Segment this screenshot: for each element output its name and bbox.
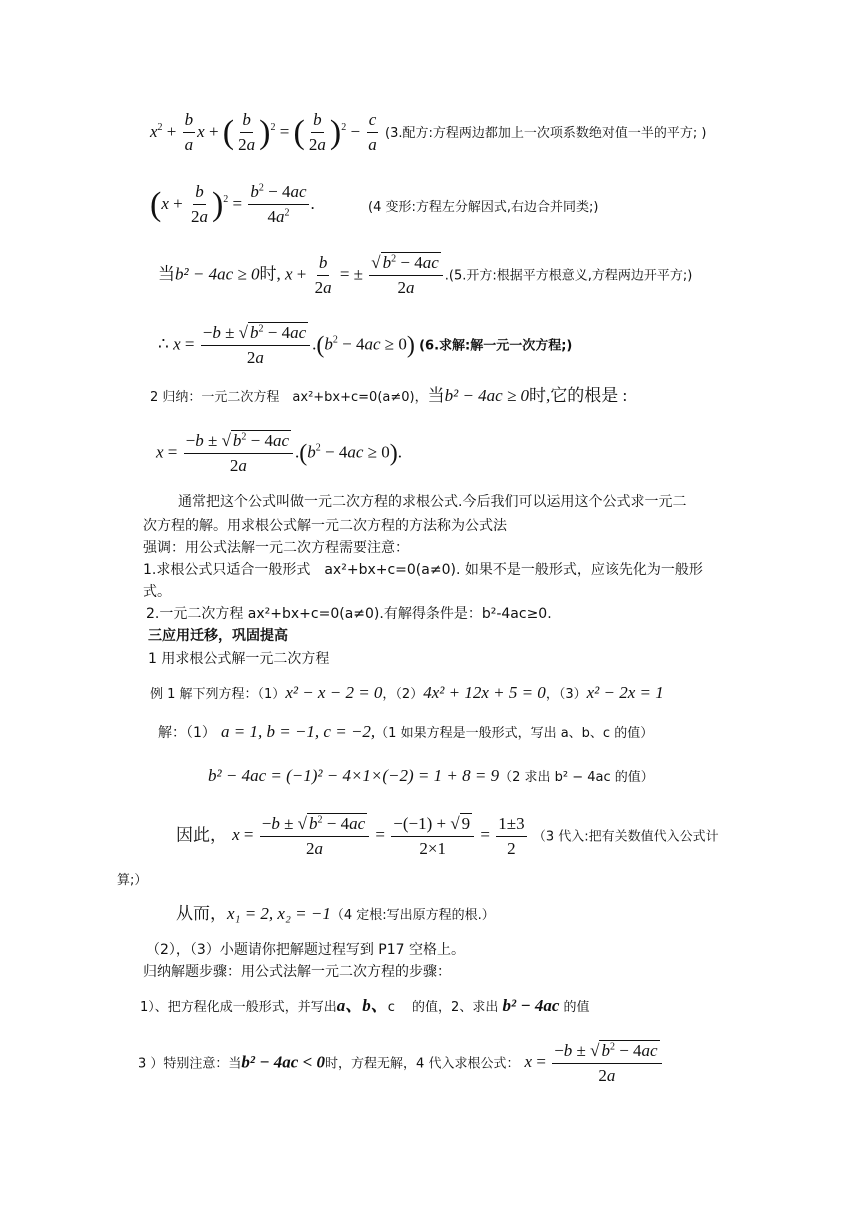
summary-label: 2 归纳：一元二次方程 ax²+bx+c=0(a≠0)，	[150, 390, 428, 405]
paragraph-line1: 通常把这个公式叫做一元二次方程的求根公式.今后我们可以运用这个公式求一元二	[178, 494, 687, 510]
summary-cond-prefix: 当	[427, 386, 445, 405]
solution-label: 解：（1）	[158, 725, 216, 741]
note1-line1: 1.求根公式只适合一般形式 ax²+bx+c=0(a≠0). 如果不是一般形式，应该先化为一般形	[143, 562, 703, 578]
step5-prefix: 当	[158, 264, 175, 284]
summary-cond-suffix: 时,它的根是 :	[529, 386, 628, 405]
summary-condition: b² − 4ac ≥ 0	[444, 386, 530, 405]
practice-line: （2），（3）小题请你把解题过程写到 P17 空格上。	[146, 942, 465, 958]
step1-text-b: a、b、	[336, 996, 388, 1015]
discriminant-line	[208, 766, 654, 786]
example-line	[150, 683, 664, 703]
step4-note: (4 变形:方程左分解因式,右边合并同类;)	[368, 200, 599, 215]
subsection-heading: 1 用求根公式解一元二次方程	[148, 651, 330, 667]
emphasis-line: 强调：用公式法解一元二次方程需要注意：	[143, 540, 409, 556]
solution-line	[158, 722, 653, 742]
note1-line2: 式。	[143, 584, 171, 600]
substitution-note-cont: 算;）	[117, 873, 148, 888]
substitution-line: 因此， x = $\frac{-b \pm √ b^2 - 4ac}{2a}$ = $\frac{-(-1) + √ 9}{2\times 1}$ = $\frac{1\pm 3}{2}$ （3 代入:把有关数值代入公式计	[176, 813, 719, 859]
example-label: 例 1 解下列方程：（1）	[150, 687, 286, 702]
therefore-label: 因此，	[176, 825, 227, 846]
example-sep2: ，（2）	[382, 687, 424, 702]
paragraph-line2: 次方程的解。用求根公式解一元二次方程的方法称为公式法	[143, 518, 507, 534]
step3-note: (3.配方:方程两边都加上一次项系数绝对值一半的平方; )	[385, 125, 707, 141]
step1-line	[140, 996, 590, 1016]
step1-text-a: 1）、把方程化成一般形式，并写出	[140, 1000, 337, 1015]
formula-step5: 当b² − 4ac ≥ 0时, x + $\frac{b}{2a}$ = ± $\frac{√ b^2 - 4ac}{2a}$ .(5.开方:根据平方根意义,方程两边开平方;)	[158, 252, 693, 298]
note2-line: 2.一元二次方程 ax²+bx+c=0(a≠0).有解得条件是：b²-4ac≥0.	[146, 606, 552, 622]
equation-3: x² − 2x = 1	[586, 683, 664, 702]
step1-text-e: 的值	[559, 1000, 590, 1015]
step6-note: (6.求解:解一元一次方程;)	[419, 338, 573, 354]
discriminant-calc: b² − 4ac = (−1)² − 4×1×(−2) = 1 + 8 = 9	[208, 766, 500, 785]
root-formula: x = $\frac{-b \pm √ b^2 - 4ac}{2a}$ $.(b^2 - 4ac \ge 0)$.	[156, 431, 403, 476]
discriminant-note: （2 求出 b² − 4ac 的值）	[499, 770, 654, 785]
summary-line	[150, 386, 627, 406]
formula-step3: $x^2$ + $\frac{b}{a}$ x + ( $\frac{b}{2a}$ )$^2$ = ( $\frac{b}{2a}$ )$^2$ − $\frac{c}{a}$ (3.配方:方程两边都加上一次项系数绝对值一半的平方; )	[150, 110, 707, 155]
solution-values: a = 1, b = −1, c = −2,	[221, 722, 376, 741]
substitution-note: （3 代入:把有关数值代入公式计	[532, 829, 719, 845]
step3-text-b: b² − 4ac < 0	[241, 1052, 326, 1072]
step3-text-a: 3 ）特别注意：当	[138, 1056, 242, 1072]
formula-step6: ∴ x = $\frac{-b \pm √ b^2 - 4ac}{2a}$ $.(b^2 - 4ac \ge 0)$ (6.求解:解一元一次方程;)	[158, 323, 573, 368]
step5-condition: b² − 4ac ≥ 0	[175, 264, 260, 284]
step1-text-d: b² − 4ac	[502, 996, 560, 1015]
roots-values: x₁ = 2, x₂ = −1	[227, 904, 331, 923]
step5-shi: 时,	[259, 264, 281, 284]
step1-text-c: c 的值，2、求出	[387, 1000, 503, 1015]
roots-line	[176, 904, 495, 924]
step3-text-c: 时，方程无解，4 代入求根公式：	[325, 1056, 520, 1072]
step3-line: 3 ）特别注意：当b² − 4ac < 0时，方程无解，4 代入求根公式： x = $\frac{-b \pm √ b^2 - 4ac}{2a}$	[138, 1040, 664, 1087]
roots-note: （4 定根:写出原方程的根.）	[330, 908, 495, 923]
hence-label: 从而，	[176, 904, 227, 924]
equation-1: x² − x − 2 = 0	[285, 683, 383, 702]
step5-note: .(5.开方:根据平方根意义,方程两边开平方;)	[444, 268, 693, 284]
formula-step4: (x + $\frac{b}{2a}$ )$^2$ = $\frac{b^2 - 4ac}{4a^2}$ .	[150, 182, 315, 227]
solution-note: （1 如果方程是一般形式，写出 a、b、c 的值）	[375, 726, 654, 741]
example-sep3: ，（3）	[545, 687, 587, 702]
section-heading: 三应用迁移，巩固提高	[148, 628, 288, 644]
equation-2: 4x² + 12x + 5 = 0	[423, 683, 546, 702]
steps-title: 归纳解题步骤：用公式法解一元二次方程的步骤：	[143, 964, 451, 980]
